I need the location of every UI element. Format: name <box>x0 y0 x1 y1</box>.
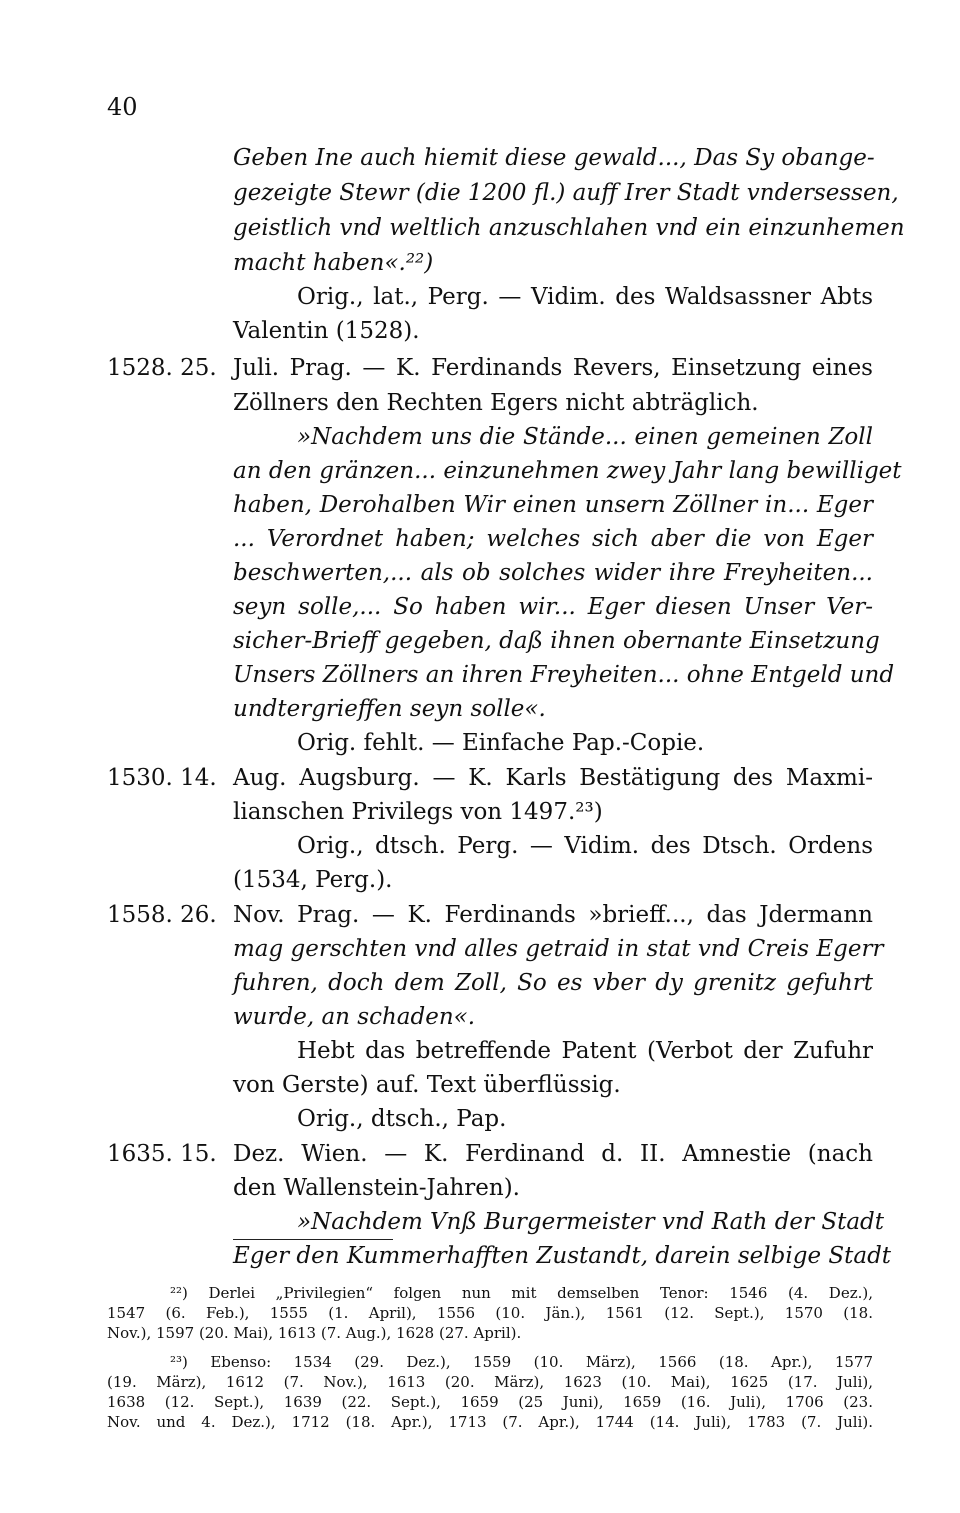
text-line: Aug. Augsburg. — K. Karls Bestätigung des Maxmi- <box>233 765 873 791</box>
text-line: ... Verordnet haben; welches sich aber die von Eger <box>233 526 873 552</box>
text-line: an den gränzen... einzunehmen zwey Jahr lang bewilliget <box>233 458 902 484</box>
text-line: Orig., dtsch. Perg. — Vidim. des Dtsch. Ordens <box>297 833 873 859</box>
footnote-line: Nov. und 4. Dez.), 1712 (18. Apr.), 1713 (7. Apr.), 1744 (14. Juli), 1783 (7. Juli). <box>107 1413 873 1431</box>
footnote-line: ²²) Derlei „Privilegien“ folgen nun mit demselben Tenor: 1546 (4. Dez.), <box>170 1284 873 1302</box>
text-line: mag gerschten vnd alles getraid in stat vnd Creis Egerr <box>233 936 884 962</box>
text-line: wurde, an schaden«. <box>233 1004 476 1030</box>
page-number: 40 <box>107 93 138 121</box>
text-line: von Gerste) auf. Text überflüssig. <box>233 1072 621 1098</box>
footnote-line: 1547 (6. Feb.), 1555 (1. April), 1556 (10. Jän.), 1561 (12. Sept.), 1570 (18. <box>107 1304 873 1322</box>
text-line: Nov. Prag. — K. Ferdinands »brieff..., das Jdermann <box>233 902 873 928</box>
text-line: Unsers Zöllners an ihren Freyheiten... ohne Entgeld und <box>233 662 895 688</box>
text-line: Dez. Wien. — K. Ferdinand d. II. Amnestie (nach <box>233 1141 873 1167</box>
text-line: sicher-Brieff gegeben, daß ihnen obernante Einsetzung <box>233 628 880 654</box>
footnote-line: Nov.), 1597 (20. Mai), 1613 (7. Aug.), 1628 (27. April). <box>107 1324 522 1342</box>
text-line: fuhren, doch dem Zoll, So es vber dy grenitz gefuhrt <box>233 970 873 996</box>
text-line: »Nachdem Vnß Burgermeister vnd Rath der Stadt <box>297 1209 885 1235</box>
text-line: seyn solle,... So haben wir... Eger diesen Unser Ver- <box>233 594 873 620</box>
text-line: 1558. 26. <box>107 902 217 928</box>
text-line: macht haben«.²²) <box>233 250 434 276</box>
footnote-line: ²³) Ebenso: 1534 (29. Dez.), 1559 (10. März), 1566 (18. Apr.), 1577 <box>170 1353 873 1371</box>
text-line: Orig. fehlt. — Einfache Pap.-Copie. <box>297 730 705 756</box>
text-line: »Nachdem uns die Stände... einen gemeinen Zoll <box>297 424 873 450</box>
text-line: undtergrieffen seyn solle«. <box>233 696 546 722</box>
text-line: den Wallenstein-Jahren). <box>233 1175 520 1201</box>
text-line: Valentin (1528). <box>233 318 420 344</box>
text-line: Eger den Kummerhafften Zustandt, darein selbige Stadt <box>233 1243 892 1269</box>
footnote-line: (19. März), 1612 (7. Nov.), 1613 (20. März), 1623 (10. Mai), 1625 (17. Juli), <box>107 1373 873 1391</box>
text-line: gezeigte Stewr (die 1200 fl.) auff Irer Stadt vndersessen, <box>233 180 899 206</box>
text-line: haben, Derohalben Wir einen unsern Zöllner in... Eger <box>233 492 873 518</box>
text-line: Geben Ine auch hiemit diese gewald..., Das Sy obange- <box>233 145 875 171</box>
text-line: 1635. 15. <box>107 1141 217 1167</box>
text-line: Orig., dtsch., Pap. <box>297 1106 507 1132</box>
text-line: beschwerten,... als ob solches wider ihre Freyheiten... <box>233 560 873 586</box>
text-line: Orig., lat., Perg. — Vidim. des Waldsassner Abts <box>297 284 873 310</box>
footnote-separator <box>233 1239 393 1240</box>
text-line: lianschen Privilegs von 1497.²³) <box>233 799 603 825</box>
text-line: Zöllners den Rechten Egers nicht abträglich. <box>233 390 759 416</box>
text-line: (1534, Perg.). <box>233 867 393 893</box>
text-line: Hebt das betreffende Patent (Verbot der Zufuhr <box>297 1038 873 1064</box>
footnote-line: 1638 (12. Sept.), 1639 (22. Sept.), 1659 (25 Juni), 1659 (16. Juli), 1706 (23. <box>107 1393 873 1411</box>
text-line: 1528. 25. <box>107 355 217 381</box>
text-line: geistlich vnd weltlich anzuschlahen vnd ein einzunhemen <box>233 215 905 241</box>
text-line: Juli. Prag. — K. Ferdinands Revers, Einsetzung eines <box>233 355 873 381</box>
text-line: 1530. 14. <box>107 765 217 791</box>
